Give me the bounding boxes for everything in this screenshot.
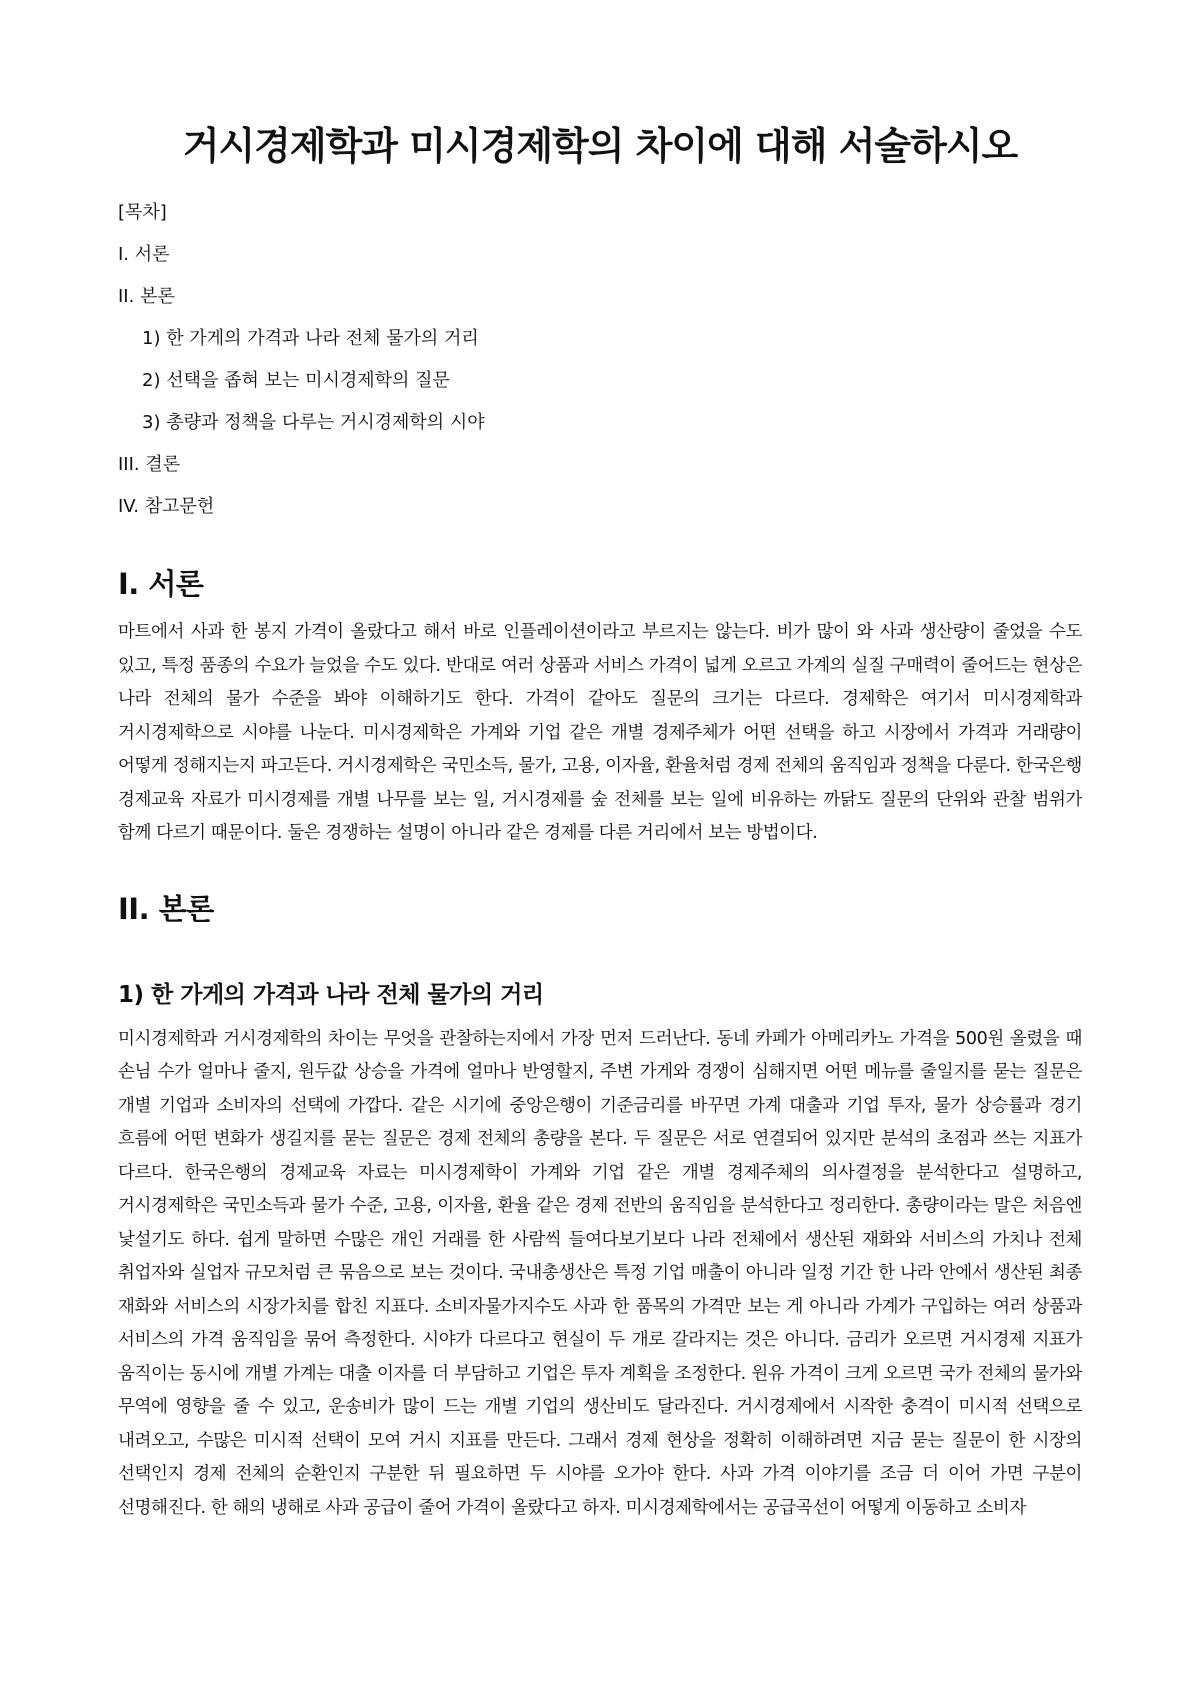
subsection-1-paragraph: 미시경제학과 거시경제학의 차이는 무엇을 관찰하는지에서 가장 먼저 드러난다. 동네 카페가 아메리카노 가격을 500원 올렸을 때 손님 수가 얼마나 줄지, 원두값 상승을 가격에 얼마나 반영할지, 주변 가게와 경쟁이 심해지면 어떤 메뉴를 줄일지를 묻는 질문은 개별 기업과 소비자의 선택에 가깝다. 같은 시기에 중앙은행이 기준금리를 바꾸면 가계 대출과 기업 투자, 물가 상승률과 경기 흐름에 어떤 변화가 생길지를 묻는 질문은 경제 전체의 총량을 본다. 두 질문은 서로 연결되어 있지만 분석의 초점과 쓰는 지표가 다르다. 한국은행의 경제교육 자료는 미시경제학이 가계와 기업 같은 개별 경제주체의 의사결정을 분석한다고 설명하고, 거시경제학은 국민소득과 물가 수준, 고용, 이자율, 환율 같은 경제 전반의 움직임을 분석한다고 정리한다. 총량이라는 말은 처음엔 낯설기도 하다. 쉽게 말하면 수많은 개인 거래를 한 사람씩 들여다보기보다 나라 전체에서 생산된 재화와 서비스의 가치나 전체 취업자와 실업자 규모처럼 큰 묶음으로 보는 것이다. 국내총생산은 특정 기업 매출이 아니라 일정 기간 한 나라 안에서 생산된 최종 재화와 서비스의 시장가치를 합친 지표다. 소비자물가지수도 사과 한 품목의 가격만 보는 게 아니라 가계가 구입하는 여러 상품과 서비스의 가격 움직임을 묶어 측정한다. 시야가 다르다고 현실이 두 개로 갈라지는 것은 아니다. 금리가 오르면 거시경제 지표가 움직이는 동시에 개별 가계는 대출 이자를 더 부담하고 기업은 투자 계획을 조정한다. 원유 가격이 크게 오르면 국가 전체의 물가와 무역에 영향을 줄 수 있고, 운송비가 많이 드는 개별 기업의 생산비도 달라진다. 거시경제에서 시작한 충격이 미시적 선택으로 내려오고, 수많은 미시적 선택이 모여 거시 지표를 만든다. 그래서 경제 현상을 정확히 이해하려면 지금 묻는 질문이 한 시장의 선택인지 경제 전체의 순환인지 구분한 뒤 필요하면 두 시야를 오가야 한다. 사과 가격 이야기를 조금 더 이어 가면 구분이 선명해진다. 한 해의 냉해로 사과 공급이 줄어 가격이 올랐다고 하자. 미시경제학에서는 공급곡선이 어떻게 이동하고 소비자 <box>118 1028 1082 1518</box>
toc-item-references: IV. 참고문헌 <box>118 496 215 517</box>
toc-heading: [목차] <box>118 202 167 223</box>
toc-subitem-2: 2) 선택을 좁혀 보는 미시경제학의 질문 <box>142 370 450 391</box>
table-of-contents <box>118 192 1082 528</box>
toc-item-body: II. 본론 <box>118 286 175 307</box>
toc-item-intro: I. 서론 <box>118 244 170 265</box>
toc-subitem-1: 1) 한 가게의 가격과 나라 전체 물가의 거리 <box>142 328 479 349</box>
subsection-heading-1: 1) 한 가게의 가격과 나라 전체 물가의 거리 <box>118 981 544 1008</box>
section-heading-body: II. 본론 <box>118 891 214 926</box>
section-heading-intro: I. 서론 <box>118 567 204 601</box>
toc-item-conclusion: III. 결론 <box>118 454 181 475</box>
document-title: 거시경제학과 미시경제학의 차이에 대해 서술하시오 <box>182 124 1018 168</box>
toc-subitem-3: 3) 총량과 정책을 다루는 거시경제학의 시야 <box>142 412 485 433</box>
intro-paragraph: 마트에서 사과 한 봉지 가격이 올랐다고 해서 바로 인플레이션이라고 부르지는 않는다. 비가 많이 와 사과 생산량이 줄었을 수도 있고, 특정 품종의 수요가 늘었을 수도 있다. 반대로 여러 상품과 서비스 가격이 넓게 오르고 가계의 실질 구매력이 줄어드는 현상은 나라 전체의 물가 수준을 봐야 이해하기도 한다. 가격이 같아도 질문의 크기는 다르다. 경제학은 여기서 미시경제학과 거시경제학으로 시야를 나눈다. 미시경제학은 가계와 기업 같은 개별 경제주체가 어떤 선택을 하고 시장에서 가격과 거래량이 어떻게 정해지는지 파고든다. 거시경제학은 국민소득, 물가, 고용, 이자율, 환율처럼 경제 전체의 움직임과 정책을 다룬다. 한국은행 경제교육 자료가 미시경제를 개별 나무를 보는 일, 거시경제를 숲 전체를 보는 일에 비유하는 까닭도 질문의 단위와 관찰 범위가 함께 다르기 때문이다. 둘은 경쟁하는 설명이 아니라 같은 경제를 다른 거리에서 보는 방법이다. <box>118 622 1082 843</box>
